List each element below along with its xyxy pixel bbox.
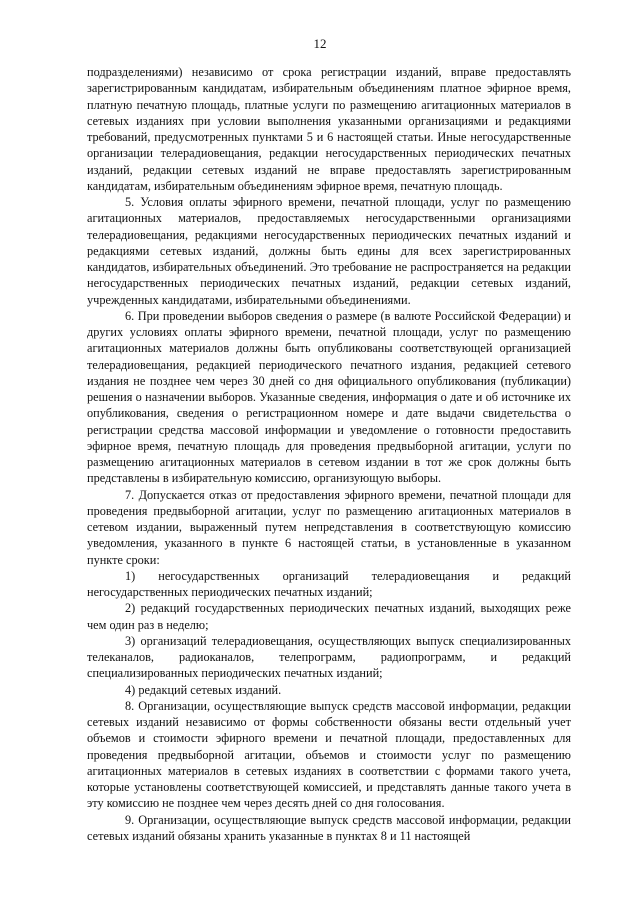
paragraph: 5. Условия оплаты эфирного времени, печатной площади, услуг по размещению агитационных материалов, предоставляемых негосударственными организациями телерадиовещания, редакциями негосударственных периодических печатных изданий и редакциями сетевых изданий, должны быть едины для всех зарегистрированных кандидатов, избирательных объединений. Это требование не распространяется на редакции негосударственных периодических печатных изданий, редакции сетевых изданий, учрежденных кандидатами, избирательными объединениями. [87,195,571,307]
page-number: 12 [313,36,327,51]
paragraph: 3) организаций телерадиовещания, осуществляющих выпуск специализированных телеканалов, радиоканалов, телепрограмм, радиопрограмм, и редакций специализированных периодических печатных изданий; [87,633,571,681]
paragraph: 2) редакций государственных периодических печатных изданий, выходящих реже чем один раз в неделю; [87,601,571,632]
paragraph: 4) редакций сетевых изданий. [125,682,282,697]
paragraph: 7. Допускается отказ от предоставления эфирного времени, печатной площади для проведения предвыборной агитации, услуг по размещению агитационных материалов в сетевом издании, выраженный путем непредставления в соответствующую комиссию уведомления, указанного в пункте 6 настоящей статьи, в установленные в указанном пункте сроки: [87,487,571,567]
paragraph: 1) негосударственных организаций телерадиовещания и редакций негосударственных периодических печатных изданий; [87,568,571,599]
paragraph: 8. Организации, осуществляющие выпуск средств массовой информации, редакции сетевых изданий независимо от формы собственности обязаны вести отдельный учет объемов и стоимости эфирного времени и печатной площади, предоставленных для проведения предвыборной агитации, объемов и стоимости услуг по размещению агитационных материалов в сетевых изданиях в соответствии с формами такого учета, которые установлены соответствующей комиссией, и представлять данные такого учета в эту комиссию не позднее чем через десять дней со дня голосования. [87,698,571,811]
paragraph: 9. Организации, осуществляющие выпуск средств массовой информации, редакции сетевых изданий обязаны хранить указанные в пунктах 8 и 11 настоящей [87,812,571,843]
paragraph-continuation: подразделениями) независимо от срока регистрации изданий, вправе предоставлять зарегистрированным кандидатам, избирательным объединениям платное эфирное время, платную печатную площадь, платные услуги по размещению агитационных материалов в сетевых изданиях при условии выполнения указанными организациями и редакциями требований, предусмотренных пунктами 5 и 6 настоящей статьи. Иные негосударственные организации телерадиовещания, редакции негосударственных периодических печатных изданий, редакции сетевых изданий не вправе предоставлять зарегистрированным кандидатам, избирательным объединениям эфирное время, печатную площадь. [87,65,571,193]
paragraph: 6. При проведении выборов сведения о размере (в валюте Российской Федерации) и других условиях оплаты эфирного времени, печатной площади, услуг по размещению агитационных материалов должны быть опубликованы соответствующей организацией телерадиовещания, редакцией периодического печатного издания, редакцией сетевого издания не позднее чем через 30 дней со дня официального опубликования (публикации) решения о назначении выборов. Указанные сведения, информация о дате и об источнике их опубликования, сведения о регистрационном номере и дате выдачи свидетельства о регистрации средства массовой информации и уведомление о готовности предоставить эфирное время, печатную площадь для проведения предвыборной агитации, услуги по размещению агитационных материалов в сетевом издании в тот же срок должны быть представлены в избирательную комиссию, организующую выборы. [87,308,571,486]
document-body [87,64,571,844]
